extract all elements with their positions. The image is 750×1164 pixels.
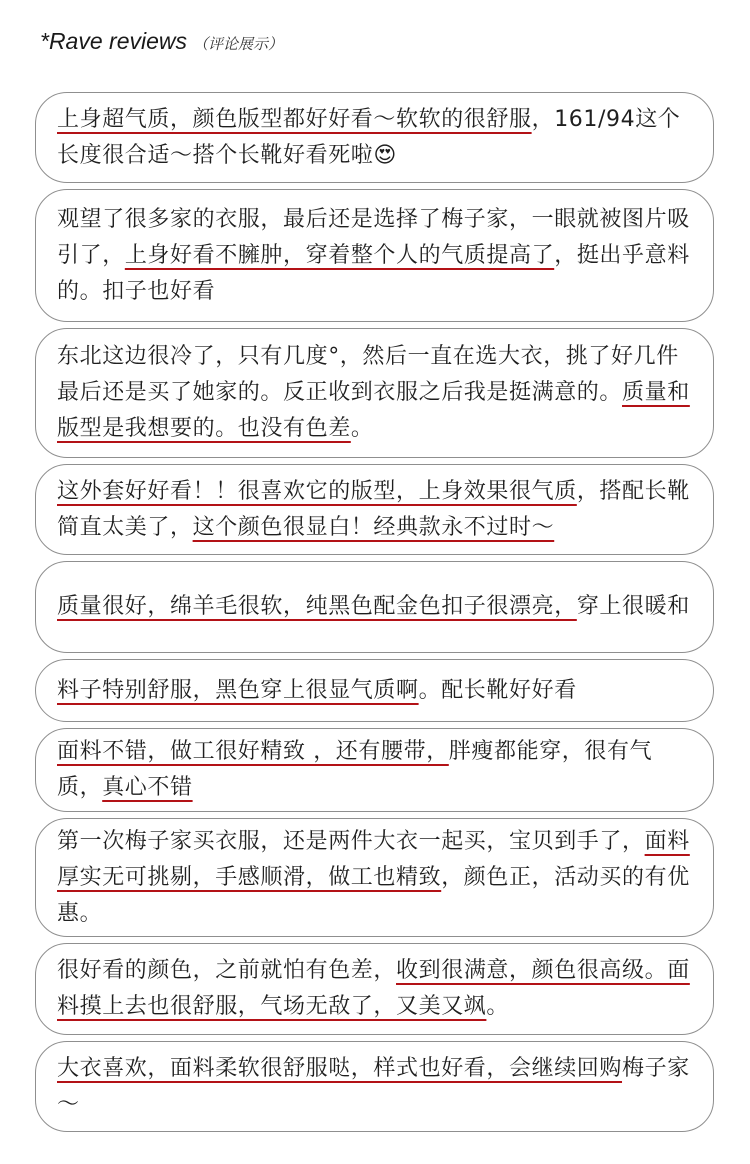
section-subtitle: （评论展示）	[193, 35, 284, 53]
review-segment: ，挺出乎意料的。扣子也好看	[57, 242, 690, 304]
review-highlight: 质量很好，绵羊毛很软，纯黑色配金色扣子很漂亮，	[57, 594, 577, 619]
review-segment: ，搭配长靴简直太美了，	[57, 478, 690, 540]
review-highlight: 质量和版型是我想要的。也没有色差	[57, 380, 690, 441]
review-segment: 。	[486, 994, 510, 1019]
review-segment: 梅子家～	[57, 1055, 690, 1117]
review-card	[35, 728, 714, 812]
review-card	[35, 328, 714, 458]
review-segment: ，161/94这个长度很合适～搭个长靴好看死啦😍	[57, 106, 681, 168]
review-card	[35, 1041, 714, 1132]
review-highlight: 这外套好好看！！很喜欢它的版型，上身效果很气质	[57, 478, 577, 504]
review-segment: 穿上很暖和	[576, 594, 690, 619]
review-segment: 。配长靴好好看	[418, 677, 577, 703]
review-text	[57, 202, 693, 310]
review-text	[57, 953, 693, 1025]
review-segment: 东北这边很冷了，只有几度°，然后一直在选大衣，挑了好几件最后还是买了她家的。反正收到衣服之后我是挺满意的。	[57, 344, 679, 405]
review-card	[35, 943, 714, 1035]
review-card	[35, 464, 714, 555]
review-segment: 。	[350, 416, 374, 441]
review-card	[35, 92, 714, 183]
review-text	[57, 824, 693, 932]
review-highlight: 料子特别舒服，黑色穿上很显气质啊	[57, 677, 419, 703]
review-highlight: 真心不错	[102, 775, 193, 800]
section-header	[40, 28, 283, 55]
review-text	[57, 474, 693, 546]
review-segment: 观望了很多家的衣服，最后还是选择了梅子家，一眼就被图片吸引了，	[57, 206, 690, 268]
review-card	[35, 818, 714, 937]
review-highlight: 上身超气质，颜色版型都好好看～软软的很舒服	[57, 106, 532, 132]
review-highlight: 面料不错，做工很好精致 ，还有腰带，	[57, 739, 449, 764]
review-segment: 第一次梅子家买衣服，还是两件大衣一起买，宝贝到手了，	[57, 828, 645, 854]
review-card	[35, 189, 714, 322]
review-highlight: 收到很满意，颜色很高级。面料摸上去也很舒服，气场无敌了，又美又飒	[57, 958, 690, 1019]
review-highlight: 上身好看不臃肿，穿着整个人的气质提高了	[124, 242, 555, 268]
review-segment: 很好看的颜色，之前就怕有色差，	[57, 958, 397, 983]
review-list	[35, 92, 714, 1138]
review-card	[35, 659, 714, 722]
section-title: *Rave reviews	[40, 28, 187, 54]
review-highlight: 大衣喜欢，面料柔软很舒服哒，样式也好看，会继续回购	[57, 1055, 623, 1081]
review-text	[57, 1051, 693, 1123]
review-text	[57, 673, 577, 709]
review-segment: ，颜色正，活动买的有优惠。	[57, 864, 690, 926]
review-text	[57, 734, 693, 806]
review-highlight: 这个颜色很显白！经典款永不过时～	[192, 514, 555, 540]
review-highlight: 面料厚实无可挑剔，手感顺滑，做工也精致	[57, 828, 690, 890]
review-text	[57, 589, 690, 625]
review-text	[57, 102, 693, 174]
review-segment: 胖瘦都能穿，很有气质，	[57, 739, 653, 800]
review-text	[57, 339, 693, 447]
review-card	[35, 561, 714, 653]
